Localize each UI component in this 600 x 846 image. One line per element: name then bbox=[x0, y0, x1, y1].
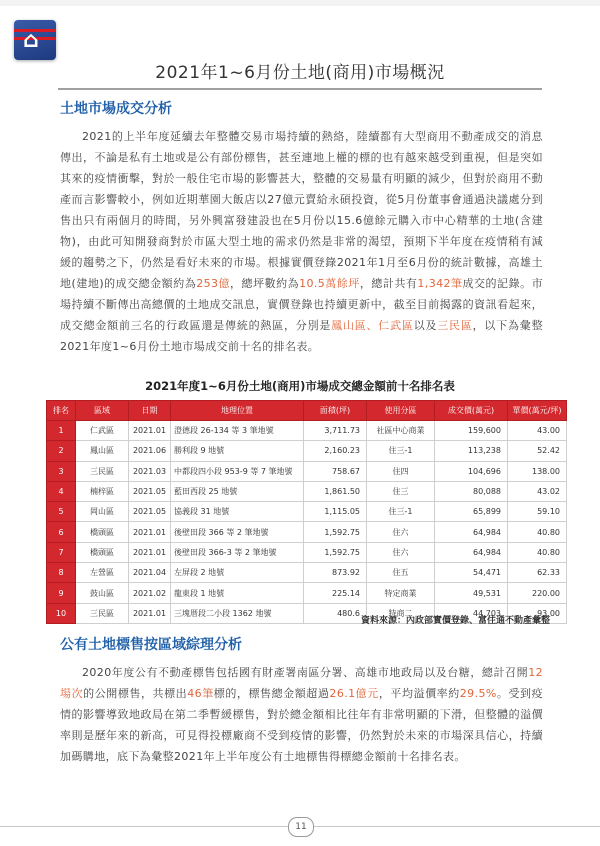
cell-area: 1,592.75 bbox=[304, 542, 367, 562]
cell-zoning: 住六 bbox=[367, 522, 435, 542]
cell-location: 後壁田段 366-3 等 2 筆地號 bbox=[171, 542, 304, 562]
cell-area: 1,861.50 bbox=[304, 481, 367, 501]
cell-rank: 1 bbox=[47, 421, 76, 441]
cell-date: 2021.02 bbox=[129, 583, 171, 603]
cell-zoning: 社區中心商業 bbox=[367, 421, 435, 441]
cell-price: 104,696 bbox=[435, 461, 508, 481]
highlight-top-districts: 鳳山區、仁武區 bbox=[331, 319, 414, 332]
cell-area: 225.14 bbox=[304, 583, 367, 603]
logo-glyph: ⌂ bbox=[23, 28, 39, 53]
paragraph-land-market bbox=[60, 126, 543, 357]
cell-zoning: 住三-1 bbox=[367, 441, 435, 461]
cell-district: 橋頭區 bbox=[76, 522, 129, 542]
text-run: ，以下為彙整2021年度1~6月份土地市場成交前十名的排名表。 bbox=[60, 319, 543, 353]
table-row bbox=[47, 502, 567, 522]
cell-zoning: 特定商業 bbox=[367, 583, 435, 603]
cell-rank: 5 bbox=[47, 502, 76, 522]
cell-district: 鳳山區 bbox=[76, 441, 129, 461]
cell-date: 2021.01 bbox=[129, 421, 171, 441]
cell-rank: 9 bbox=[47, 583, 76, 603]
highlight-record-count: 1,342筆 bbox=[417, 277, 463, 290]
cell-date: 2021.03 bbox=[129, 461, 171, 481]
cell-area: 758.67 bbox=[304, 461, 367, 481]
highlight-total-area: 10.5萬餘坪 bbox=[299, 277, 360, 290]
cell-location: 澄德段 26-134 等 3 筆地號 bbox=[171, 421, 304, 441]
cell-district: 橋頭區 bbox=[76, 542, 129, 562]
cell-unit-price: 138.00 bbox=[508, 461, 567, 481]
cell-rank: 10 bbox=[47, 603, 76, 623]
text-run: 。受到疫情的影響導致地政局在第二季暫緩標售，對於總金額相比往年有非常明顯的下滑，但整體的溢價率則是歷年來的新高，可見得投標廠商不受到疫情的影響，仍然對於未來的市場深具信心，持續加碼購地，底下為彙整2021年上半年度公有土地標售得標總金額前十名排名表。 bbox=[60, 687, 543, 763]
text-run: 成交的記錄。市場持續不斷傳出高總價的土地成交訊息，實價登錄也持續更新中，截至目前揭露的資訊看起來，成交總金額前三名的行政區還是傳統的熱區，分別是 bbox=[60, 277, 543, 332]
cell-location: 左屏段 2 地號 bbox=[171, 563, 304, 583]
page-title: 2021年1~6月份土地(商用)市場概況 bbox=[155, 63, 445, 83]
cell-date: 2021.01 bbox=[129, 542, 171, 562]
header-area: 面積(坪) bbox=[304, 401, 367, 421]
cell-location: 龍東段 1 地號 bbox=[171, 583, 304, 603]
text-run: ，總計共有 bbox=[359, 277, 418, 290]
cell-unit-price: 43.02 bbox=[508, 481, 567, 501]
cell-zoning: 住三-1 bbox=[367, 502, 435, 522]
highlight-session-count: 12場次 bbox=[60, 666, 543, 700]
header-zoning: 使用分區 bbox=[367, 401, 435, 421]
data-source-note: 資料來源：內政部實價登錄、富住通不動產彙整 bbox=[360, 616, 550, 626]
cell-price: 54,471 bbox=[435, 563, 508, 583]
table-row bbox=[47, 461, 567, 481]
cell-unit-price: 40.80 bbox=[508, 542, 567, 562]
cell-date: 2021.05 bbox=[129, 502, 171, 522]
highlight-total-amount: 253億 bbox=[196, 277, 231, 290]
cell-area: 873.92 bbox=[304, 563, 367, 583]
cell-unit-price: 93.00 bbox=[508, 603, 567, 623]
cell-location: 中都段四小段 953-9 等 7 筆地號 bbox=[171, 461, 304, 481]
text-run: ，平均溢價率約 bbox=[378, 687, 460, 700]
header-rank: 排名 bbox=[47, 401, 76, 421]
cell-district: 三民區 bbox=[76, 603, 129, 623]
cell-unit-price: 40.80 bbox=[508, 522, 567, 542]
header-location: 地理位置 bbox=[171, 401, 304, 421]
highlight-lot-count: 46筆 bbox=[187, 687, 214, 700]
table-row bbox=[47, 542, 567, 562]
cell-district: 三民區 bbox=[76, 461, 129, 481]
table-row bbox=[47, 441, 567, 461]
cell-area: 1,115.05 bbox=[304, 502, 367, 522]
title-divider bbox=[58, 88, 542, 90]
company-logo bbox=[14, 20, 56, 60]
header-district: 區域 bbox=[76, 401, 129, 421]
table-row bbox=[47, 522, 567, 542]
table-header-row bbox=[47, 401, 567, 421]
top-band bbox=[0, 0, 600, 6]
cell-area: 480.6 bbox=[304, 603, 367, 623]
cell-zoning: 住六 bbox=[367, 542, 435, 562]
table-row bbox=[47, 563, 567, 583]
cell-rank: 8 bbox=[47, 563, 76, 583]
text-run: 2021的上半年度延續去年整體交易市場持續的熱絡，陸續都有大型商用不動產成交的消息傳出，不論是私有土地或是公有部份標售，甚至連地上權的標的也有越來越受到重視，但是突如其來的疫情衝擊，對於一般住宅市場的影響甚大，整體的交易量有明顯的減少，但對於商用不動產而言影響較小，例如近期華園大飯店以27億元賣給永碩投資，從5月份董事會通過決議處分到售出只有兩個月的時間，另外興富發建設也在5月份以15.6億餘元購入市中心精華的土地(含建物)，由此可知開發商對於市區大型土地的需求仍然是非常的渴望，預期下半年度在疫情稍有減緩的趨勢之下，仍然是看好未來的市場。根據實價登錄2021年1月至6月份的統計數據，高雄土地(建地)的成交總金額約為 bbox=[60, 130, 543, 290]
cell-date: 2021.04 bbox=[129, 563, 171, 583]
cell-price: 65,899 bbox=[435, 502, 508, 522]
cell-price: 64,984 bbox=[435, 542, 508, 562]
section-heading-land-market: 土地市場成交分析 bbox=[60, 101, 172, 117]
cell-district: 岡山區 bbox=[76, 502, 129, 522]
cell-date: 2021.05 bbox=[129, 481, 171, 501]
cell-location: 協義段 31 地號 bbox=[171, 502, 304, 522]
cell-location: 三塊厝段二小段 1362 地號 bbox=[171, 603, 304, 623]
cell-area: 3,711.73 bbox=[304, 421, 367, 441]
text-run: 以及 bbox=[413, 319, 438, 332]
ranking-table bbox=[46, 400, 567, 624]
cell-rank: 4 bbox=[47, 481, 76, 501]
text-run: 的公開標售，共標出 bbox=[83, 687, 188, 700]
text-run: ，總坪數約為 bbox=[230, 277, 300, 290]
cell-unit-price: 52.42 bbox=[508, 441, 567, 461]
highlight-premium-rate: 29.5% bbox=[459, 687, 497, 700]
highlight-sale-total: 26.1億元 bbox=[329, 687, 379, 700]
cell-district: 左營區 bbox=[76, 563, 129, 583]
cell-price: 44,703 bbox=[435, 603, 508, 623]
page-number: 11 bbox=[288, 817, 314, 837]
cell-date: 2021.01 bbox=[129, 603, 171, 623]
cell-unit-price: 62.33 bbox=[508, 563, 567, 583]
header-unit-price: 單價(萬元/坪) bbox=[508, 401, 567, 421]
cell-price: 64,984 bbox=[435, 522, 508, 542]
highlight-third-district: 三民區 bbox=[437, 319, 473, 332]
cell-location: 勝利段 9 地號 bbox=[171, 441, 304, 461]
cell-rank: 3 bbox=[47, 461, 76, 481]
cell-area: 2,160.23 bbox=[304, 441, 367, 461]
text-run: 2020年度公有不動產標售包括國有財產署南區分署、高雄市地政局以及台糖，總計召開 bbox=[82, 666, 529, 679]
paragraph-public-land bbox=[60, 662, 543, 767]
header-date: 日期 bbox=[129, 401, 171, 421]
section-heading-public-land: 公有土地標售按區域綜理分析 bbox=[60, 637, 242, 653]
cell-rank: 7 bbox=[47, 542, 76, 562]
table-row bbox=[47, 583, 567, 603]
cell-location: 後壁田段 366 等 2 筆地號 bbox=[171, 522, 304, 542]
cell-unit-price: 43.00 bbox=[508, 421, 567, 441]
cell-unit-price: 220.00 bbox=[508, 583, 567, 603]
cell-price: 159,600 bbox=[435, 421, 508, 441]
cell-date: 2021.06 bbox=[129, 441, 171, 461]
cell-district: 鼓山區 bbox=[76, 583, 129, 603]
table-row bbox=[47, 421, 567, 441]
cell-price: 80,088 bbox=[435, 481, 508, 501]
cell-unit-price: 59.10 bbox=[508, 502, 567, 522]
cell-zoning: 住四 bbox=[367, 461, 435, 481]
cell-district: 楠梓區 bbox=[76, 481, 129, 501]
cell-zoning: 特商二 bbox=[367, 603, 435, 623]
header-price: 成交價(萬元) bbox=[435, 401, 508, 421]
cell-date: 2021.01 bbox=[129, 522, 171, 542]
text-run: 標的，標售總金額超過 bbox=[213, 687, 330, 700]
cell-zoning: 住五 bbox=[367, 563, 435, 583]
cell-area: 1,592.75 bbox=[304, 522, 367, 542]
cell-location: 藍田西段 25 地號 bbox=[171, 481, 304, 501]
table-title: 2021年度1~6月份土地(商用)市場成交總金額前十名排名表 bbox=[145, 379, 455, 393]
cell-rank: 6 bbox=[47, 522, 76, 542]
cell-district: 仁武區 bbox=[76, 421, 129, 441]
cell-zoning: 住三 bbox=[367, 481, 435, 501]
cell-price: 113,238 bbox=[435, 441, 508, 461]
cell-price: 49,531 bbox=[435, 583, 508, 603]
table-row bbox=[47, 481, 567, 501]
cell-rank: 2 bbox=[47, 441, 76, 461]
